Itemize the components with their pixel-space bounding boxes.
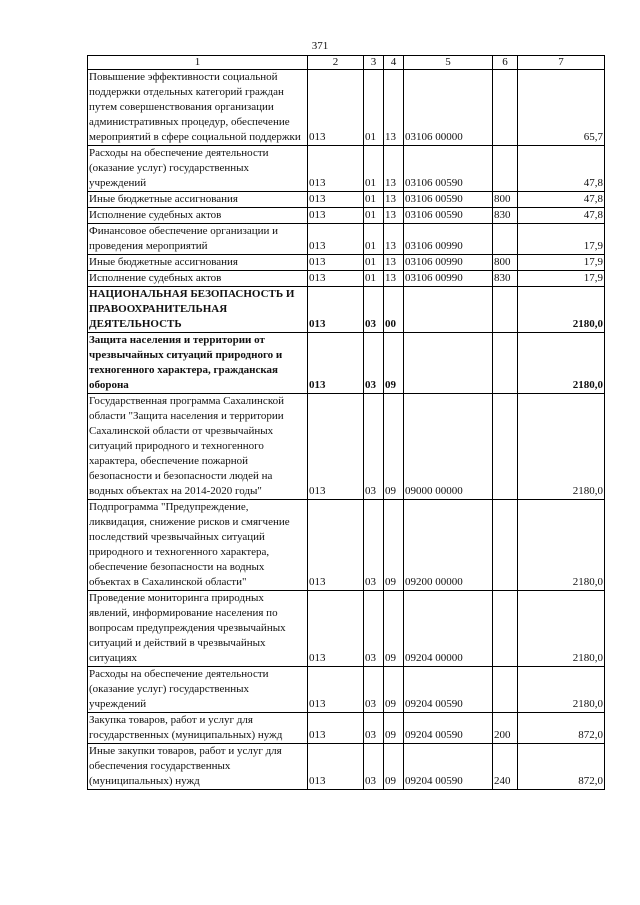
table-row [88, 146, 605, 192]
row-sum-cell: 2180,0 [518, 591, 605, 667]
row-sum-cell: 872,0 [518, 713, 605, 744]
row-rz-cell: 01 [364, 271, 384, 287]
row-vr-cell: 830 [493, 208, 518, 224]
row-name-cell: Подпрограмма "Предупреждение, ликвидация, снижение рисков и смягчение последствий чрезвычайных ситуаций природного и техногенного характера, обеспечение безопасности на водных объектах в Сахалинской области" [88, 500, 308, 591]
row-vr-cell [493, 500, 518, 591]
row-csr-cell [404, 333, 493, 394]
header-cell-3: 3 [364, 56, 384, 70]
row-pr-cell: 13 [384, 70, 404, 146]
row-vr-cell [493, 667, 518, 713]
row-ved-cell: 013 [308, 255, 364, 271]
row-ved-cell: 013 [308, 70, 364, 146]
row-pr-cell: 09 [384, 744, 404, 790]
row-rz-cell: 01 [364, 255, 384, 271]
table-row [88, 394, 605, 500]
row-csr-cell [404, 287, 493, 333]
table-row [88, 713, 605, 744]
row-vr-cell: 830 [493, 271, 518, 287]
header-cell-4: 4 [384, 56, 404, 70]
row-name-cell: НАЦИОНАЛЬНАЯ БЕЗОПАСНОСТЬ И ПРАВООХРАНИТЕЛЬНАЯ ДЕЯТЕЛЬНОСТЬ [88, 287, 308, 333]
table-row [88, 744, 605, 790]
row-csr-cell: 09204 00000 [404, 591, 493, 667]
row-csr-cell: 03106 00590 [404, 146, 493, 192]
row-pr-cell: 13 [384, 208, 404, 224]
row-sum-cell: 47,8 [518, 208, 605, 224]
row-vr-cell: 800 [493, 192, 518, 208]
row-csr-cell: 03106 00990 [404, 255, 493, 271]
row-csr-cell: 09204 00590 [404, 667, 493, 713]
row-csr-cell: 09204 00590 [404, 744, 493, 790]
row-rz-cell: 01 [364, 192, 384, 208]
row-pr-cell: 09 [384, 713, 404, 744]
table-row [88, 224, 605, 255]
row-ved-cell: 013 [308, 271, 364, 287]
row-rz-cell: 03 [364, 287, 384, 333]
page-number: 371 [311, 40, 329, 52]
row-ved-cell: 013 [308, 192, 364, 208]
row-ved-cell: 013 [308, 333, 364, 394]
row-sum-cell: 2180,0 [518, 667, 605, 713]
row-sum-cell: 47,8 [518, 146, 605, 192]
row-name-cell: Проведение мониторинга природных явлений, информирование населения по вопросам предупреждения чрезвычайных ситуаций и действий в чрезвычайных ситуациях [88, 591, 308, 667]
row-vr-cell [493, 224, 518, 255]
row-pr-cell: 09 [384, 667, 404, 713]
row-csr-cell: 03106 00590 [404, 192, 493, 208]
row-rz-cell: 03 [364, 667, 384, 713]
row-pr-cell: 09 [384, 394, 404, 500]
row-name-cell: Повышение эффективности социальной поддержки отдельных категорий граждан путем совершенствования организации административных процедур, обеспечение мероприятий в сфере социальной поддержки [88, 70, 308, 146]
row-name-cell: Иные бюджетные ассигнования [88, 192, 308, 208]
row-sum-cell: 17,9 [518, 271, 605, 287]
row-sum-cell: 17,9 [518, 255, 605, 271]
row-vr-cell [493, 333, 518, 394]
row-pr-cell: 09 [384, 333, 404, 394]
row-rz-cell: 03 [364, 591, 384, 667]
row-csr-cell: 03106 00590 [404, 208, 493, 224]
row-rz-cell: 03 [364, 394, 384, 500]
row-name-cell: Расходы на обеспечение деятельности (оказание услуг) государственных учреждений [88, 667, 308, 713]
table-row [88, 667, 605, 713]
row-rz-cell: 01 [364, 224, 384, 255]
budget-table [87, 55, 605, 790]
row-name-cell: Расходы на обеспечение деятельности (оказание услуг) государственных учреждений [88, 146, 308, 192]
row-csr-cell: 03106 00990 [404, 224, 493, 255]
row-pr-cell: 13 [384, 192, 404, 208]
row-name-cell: Иные закупки товаров, работ и услуг для обеспечения государственных (муниципальных) нужд [88, 744, 308, 790]
row-ved-cell: 013 [308, 713, 364, 744]
row-name-cell: Исполнение судебных актов [88, 271, 308, 287]
row-ved-cell: 013 [308, 394, 364, 500]
row-vr-cell [493, 287, 518, 333]
row-ved-cell: 013 [308, 224, 364, 255]
table-header-row [88, 56, 605, 70]
row-ved-cell: 013 [308, 287, 364, 333]
row-vr-cell: 240 [493, 744, 518, 790]
table-row [88, 287, 605, 333]
row-sum-cell: 872,0 [518, 744, 605, 790]
row-csr-cell: 03106 00990 [404, 271, 493, 287]
row-pr-cell: 09 [384, 591, 404, 667]
table-row [88, 333, 605, 394]
row-name-cell: Защита населения и территории от чрезвычайных ситуаций природного и техногенного характера, гражданская оборона [88, 333, 308, 394]
row-pr-cell: 13 [384, 224, 404, 255]
row-ved-cell: 013 [308, 500, 364, 591]
row-sum-cell: 2180,0 [518, 287, 605, 333]
row-rz-cell: 01 [364, 208, 384, 224]
row-name-cell: Государственная программа Сахалинской области "Защита населения и территории Сахалинской области от чрезвычайных ситуаций природного и техногенного характера, обеспечение пожарной безопасности и безопасности людей на водных объектах на 2014-2020 годы" [88, 394, 308, 500]
row-name-cell: Закупка товаров, работ и услуг для государственных (муниципальных) нужд [88, 713, 308, 744]
row-pr-cell: 13 [384, 255, 404, 271]
row-rz-cell: 03 [364, 333, 384, 394]
row-ved-cell: 013 [308, 744, 364, 790]
row-pr-cell: 00 [384, 287, 404, 333]
table-row [88, 208, 605, 224]
header-cell-2: 2 [308, 56, 364, 70]
row-vr-cell [493, 394, 518, 500]
header-cell-6: 6 [493, 56, 518, 70]
row-csr-cell: 03106 00000 [404, 70, 493, 146]
row-csr-cell: 09000 00000 [404, 394, 493, 500]
row-name-cell: Финансовое обеспечение организации и проведения мероприятий [88, 224, 308, 255]
row-vr-cell [493, 146, 518, 192]
row-vr-cell: 200 [493, 713, 518, 744]
table-row [88, 500, 605, 591]
table-row [88, 255, 605, 271]
header-cell-5: 5 [404, 56, 493, 70]
row-sum-cell: 47,8 [518, 192, 605, 208]
row-name-cell: Исполнение судебных актов [88, 208, 308, 224]
row-ved-cell: 013 [308, 146, 364, 192]
table-row [88, 70, 605, 146]
row-vr-cell [493, 591, 518, 667]
row-ved-cell: 013 [308, 208, 364, 224]
row-rz-cell: 01 [364, 70, 384, 146]
table-row [88, 271, 605, 287]
row-rz-cell: 01 [364, 146, 384, 192]
table-row [88, 591, 605, 667]
row-pr-cell: 09 [384, 500, 404, 591]
table-row [88, 192, 605, 208]
row-rz-cell: 03 [364, 744, 384, 790]
row-sum-cell: 2180,0 [518, 394, 605, 500]
row-csr-cell: 09200 00000 [404, 500, 493, 591]
row-vr-cell: 800 [493, 255, 518, 271]
row-pr-cell: 13 [384, 146, 404, 192]
row-csr-cell: 09204 00590 [404, 713, 493, 744]
row-pr-cell: 13 [384, 271, 404, 287]
row-sum-cell: 65,7 [518, 70, 605, 146]
row-vr-cell [493, 70, 518, 146]
header-cell-7: 7 [518, 56, 605, 70]
row-ved-cell: 013 [308, 591, 364, 667]
row-sum-cell: 17,9 [518, 224, 605, 255]
row-rz-cell: 03 [364, 713, 384, 744]
row-ved-cell: 013 [308, 667, 364, 713]
row-sum-cell: 2180,0 [518, 333, 605, 394]
row-name-cell: Иные бюджетные ассигнования [88, 255, 308, 271]
row-sum-cell: 2180,0 [518, 500, 605, 591]
header-cell-1: 1 [88, 56, 308, 70]
row-rz-cell: 03 [364, 500, 384, 591]
